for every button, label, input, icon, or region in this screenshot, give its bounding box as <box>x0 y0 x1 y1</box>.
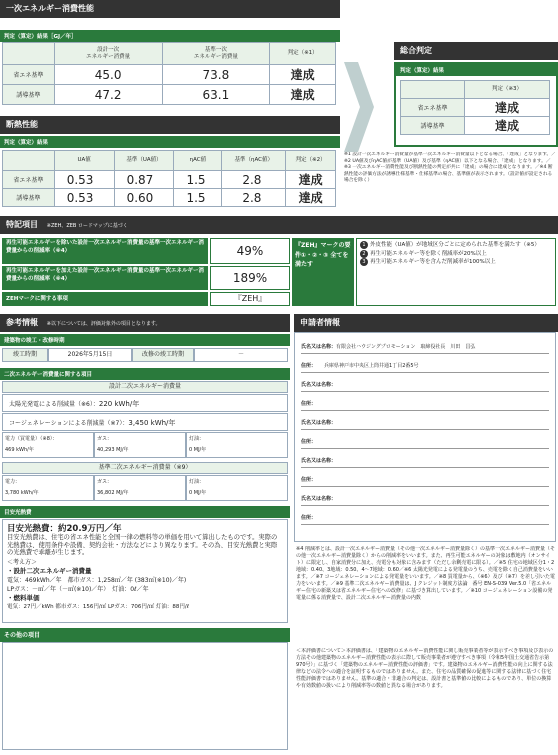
standard-value: 63.1 <box>162 85 270 105</box>
basis-line1: 電気：469kWh／年 都市ガス：1,258㎥／年 (383㎥(※10)／年) <box>7 576 187 584</box>
applicant-name-row <box>301 449 549 468</box>
judge-value: 達成 <box>286 189 336 207</box>
col-ua: UA値 <box>54 151 114 171</box>
completion-header: 建築物の竣工・改修時期 <box>0 334 290 346</box>
completion-value: 2026年5月15日 <box>48 348 132 362</box>
renovation-label: 改修の竣工時期 <box>132 348 194 362</box>
design-gas-label: ガス： <box>97 436 113 442</box>
primary-energy-title: 一次エネルギー消費性能 <box>0 0 340 18</box>
utility-desc: 目安光熱費は、住宅の省エネ性能と全国一律の燃料等の単価を用いて算出したものです。実際の光熱費は、使用条件や設備、契約会社・方法などにより異なります。その為、目安光熱費と実際の光熱費で乖離が生じます。 <box>7 534 278 557</box>
name-label: 氏名又は名称： <box>301 496 337 502</box>
overall-table <box>400 80 550 135</box>
col-eta: ηAC値 <box>174 151 222 171</box>
judge-value: 達成 <box>270 65 336 85</box>
special-row2-value: 189% <box>210 266 290 290</box>
standard-value: 73.8 <box>162 65 270 85</box>
zeh-item-text: 再生可能エネルギー等を含んだ削減率が100%以上 <box>370 259 496 266</box>
name-label: 氏名又は名称： <box>301 458 337 464</box>
primary-energy-table <box>2 42 336 105</box>
design-gas-value: 40,293 MJ/年 <box>97 447 129 453</box>
applicant-address-row <box>301 430 549 449</box>
special-title: 特記項目 <box>6 220 38 229</box>
row-label: 誘導基準 <box>3 189 55 207</box>
design-value: 45.0 <box>54 65 162 85</box>
row-label: 誘導基準 <box>3 85 55 105</box>
standard-electric <box>2 475 94 501</box>
name-label: 氏名又は名称： <box>301 420 337 426</box>
row-label: 誘導基準 <box>401 117 465 135</box>
row-label: 省エネ基準 <box>3 65 55 85</box>
design-value: 47.2 <box>54 85 162 105</box>
solar-value: 220 kWh/年 <box>98 400 140 408</box>
overall-note: ※1 設計一次エネルギー消費量が基準一次エネルギー消費量以下となる場合、「達成」となります。／※2 UA値及びηAC値が基準（UA値）及び基準（ηAC値）以下となる場合、「達成」となります。／※3 一次エネルギー消費性能及び断熱性能の判定が共に「達成」の場合に達成となります。／※4 断熱性能の評価方法が誘導仕様基準・仕様基準の場合、基準値が表示されます。（設計値が設定される場合を除く） <box>344 152 556 184</box>
design-electric <box>2 432 94 458</box>
zeh-head: 『ZEH』マークの要件①・②・③ 全てを満たす <box>292 238 354 306</box>
primary-energy-subheader: 判定（算定）結果［GJ／年］ <box>0 30 340 42</box>
design-gas <box>94 432 186 458</box>
design-electric-label: 電力（買電量）（※8）： <box>5 436 58 442</box>
design-electric-value: 469 kWh/年 <box>5 447 34 453</box>
basis-sub2: ・燃料単価 <box>7 593 40 602</box>
reference-subtitle: ※以下については、評価対象外の項目となります。 <box>46 321 161 327</box>
insulation-subheader: 判定（算定）結果 <box>0 136 340 148</box>
applicant-name-row <box>301 337 549 354</box>
standard-kerosene-label: 灯油： <box>189 479 205 485</box>
standard-kerosene <box>186 475 288 501</box>
applicant-box <box>294 332 556 542</box>
judge-value: 達成 <box>270 85 336 105</box>
overall-subheader: 判定（算定）結果 <box>396 64 556 76</box>
applicant-name-row <box>301 373 549 392</box>
name-label: 氏名又は名称： <box>301 344 337 350</box>
judge-value: 達成 <box>465 99 550 117</box>
special-row3-value: 『ZEH』 <box>210 292 290 306</box>
reference-title: 参考情報 <box>6 318 38 327</box>
special-row1-value: 49% <box>210 238 290 264</box>
standard-secondary-header: 基準二次エネルギー消費量（※9） <box>2 462 288 474</box>
renovation-value: － <box>194 348 288 362</box>
ua-value: 0.53 <box>54 189 114 207</box>
standard-gas <box>94 475 186 501</box>
utility-box <box>2 519 288 623</box>
insulation-table <box>2 150 336 207</box>
applicant-name-row <box>301 411 549 430</box>
design-kerosene-value: 0 MJ/年 <box>189 447 207 453</box>
insulation-title: 断熱性能 <box>0 116 340 134</box>
design-kerosene <box>186 432 288 458</box>
overall-title: 総合判定 <box>394 42 558 60</box>
standard-gas-value: 36,802 MJ/年 <box>97 490 129 496</box>
applicant-address-row <box>301 392 549 411</box>
basis-title: ＜考え方＞ <box>7 558 38 566</box>
zeh-num-1-icon: 1 <box>360 241 368 249</box>
col-ua-std: 基準（UA値） <box>114 151 174 171</box>
others-header: その他の項目 <box>0 628 290 642</box>
note-4: ※4 削減率とは、設計一次エネルギー消費量（その他一次エネルギー消費量除く）の基準一次エネルギー消費量（その他一次エネルギー消費量除く）からの削減率をいいます。また、再生可能エネルギーの対象は敷地内（オンサイト）に限定し、自家消費分に加え、売電分も対象に含みます（ただし余剰売電に限る）。／※5 住宅の地域区分1・2地域：0.40、3地域：0.50、4〜7地域：0.60／※6 太陽光発電による発電量のうち、売電を除く自己消費量をいいます。／※7 コージェネレーションによる発電量をいいます。／※8 買電量から、（※6）及び（※7）を差し引いた電力をいいます。／※9 基準二次エネルギー消費量は、J クレジット制度方法論 番号 EN-S-039 Ver.5.0「省エネルギー住宅の新築又は省エネルギー住宅への改修」に基づき算出しています。／※10 コージェネレーション設備の発電量に係る消費量で、設計二次エネルギー消費量の内数 <box>296 546 555 601</box>
basis-line3: 電気：27円／kWh 都市ガス：156円/㎥ LPガス：706円/㎥ 灯油：88円/ℓ <box>7 603 190 610</box>
ua-std-value: 0.87 <box>114 171 174 189</box>
standard-kerosene-value: 0 MJ/年 <box>189 490 207 496</box>
eta-value: 1.5 <box>174 189 222 207</box>
name-value: 有限会社ハウジングプロモーション 取締役社長 川田 昌弘 <box>336 344 476 350</box>
zeh-item-text: 再生可能エネルギー等を除く削減率が20%以上 <box>370 250 487 257</box>
address-label: 住所： <box>301 401 317 407</box>
judge-value: 達成 <box>286 171 336 189</box>
name-label: 氏名又は名称： <box>301 382 337 388</box>
reference-title-bar <box>0 314 290 332</box>
utility-title: 目安光熱費：約20.9万円／年 <box>7 524 122 534</box>
cogen-value: 3,450 kWh/年 <box>128 419 176 427</box>
col-judge: 判定（※3） <box>465 81 550 99</box>
special-row1-label: 再生可能エネルギーを除いた設計一次エネルギー消費量の基準一次エネルギー消費量からの削減率（※4） <box>2 238 208 264</box>
col-design: 設計一次 エネルギー消費量 <box>54 43 162 65</box>
design-kerosene-label: 灯油： <box>189 436 205 442</box>
eta-std-value: 2.8 <box>222 189 286 207</box>
note-eval: ＜本評価書について＞本評価書は、「建築物のエネルギー消費性能に関し販売事業者等が表示すべき事項及び表示の方法その他建築物のエネルギー消費性能の表示に際して販売事業者が遵守すべき事項（令和5年国土交通省告示第970号）」に基づく「建築物のエネルギー消費性能の評価書」です。建築物のエネルギー消費性能の向上に関する法律などの法令への適合を証明するものではありません。また、住宅の品質確保の促進等に関する法律に基づく住宅性能評価書ではありません。基準の適合・非適合の判定は、設計書と基準値の比較によるものであり、単位の換算や有効数値の扱いにより削減率等の数値と異なる場合があります。 <box>296 648 554 689</box>
design-secondary-header: 設計二次エネルギー消費量 <box>2 381 288 393</box>
special-subtitle: ※ZEH、ZEB ロードマップに基づく <box>46 223 128 229</box>
col-judge: 判定（※1） <box>270 43 336 65</box>
standard-electric-label: 電力： <box>5 479 21 485</box>
arrow-icon <box>344 62 374 152</box>
address-label: 住所： <box>301 477 317 483</box>
basis-sub1: ・設計二次エネルギー消費量 <box>7 566 92 575</box>
zeh-item <box>360 258 552 267</box>
zeh-num-3-icon: 3 <box>360 258 368 266</box>
address-label: 住所： <box>301 515 317 521</box>
solar-row <box>2 394 288 412</box>
col-eta-std: 基準（ηAC値） <box>222 151 286 171</box>
zeh-item <box>360 250 552 259</box>
eta-value: 1.5 <box>174 171 222 189</box>
applicant-address-row <box>301 354 549 373</box>
cogen-row <box>2 413 288 431</box>
basis-line2: LPガス：－㎥／年（－㎥(※10)／年） 灯油：0ℓ／年 <box>7 585 149 593</box>
col-standard: 基準一次 エネルギー消費量 <box>162 43 270 65</box>
standard-electric-value: 3,780 kWh/年 <box>5 490 39 496</box>
zeh-items <box>356 238 556 306</box>
special-row2-label: 再生可能エネルギーを加えた設計一次エネルギー消費量の基準一次エネルギー消費量からの削減率（※4） <box>2 266 208 290</box>
standard-gas-label: ガス： <box>97 479 113 485</box>
cogen-label: コージェネレーションによる削減量（※7）： <box>9 420 129 427</box>
completion-label: 竣工時期 <box>2 348 48 362</box>
solar-label: 太陽光発電による削減量（※6）： <box>9 401 99 408</box>
applicant-name-row <box>301 487 549 506</box>
address-value: 兵庫県神戸市中央区上筒井通1丁目2番5号 <box>324 363 419 369</box>
zeh-num-2-icon: 2 <box>360 250 368 258</box>
row-label: 省エネ基準 <box>401 99 465 117</box>
col-judge: 判定（※2） <box>286 151 336 171</box>
address-label: 住所： <box>301 363 317 369</box>
applicant-address-row <box>301 506 549 525</box>
applicant-address-row <box>301 468 549 487</box>
judge-value: 達成 <box>465 117 550 135</box>
ua-std-value: 0.60 <box>114 189 174 207</box>
eta-std-value: 2.8 <box>222 171 286 189</box>
address-label: 住所： <box>301 439 317 445</box>
row-label: 省エネ基準 <box>3 171 55 189</box>
secondary-header: 二次エネルギー消費量に関する項目 <box>0 368 290 380</box>
zeh-item <box>360 241 552 250</box>
special-title-bar <box>0 216 558 234</box>
zeh-item-text: 外皮性能（UA値）が地域区分ごとに定められた基準を満たす（※5） <box>370 242 540 248</box>
others-box <box>2 642 288 750</box>
ua-value: 0.53 <box>54 171 114 189</box>
utility-header: 目安光熱費 <box>0 506 290 518</box>
applicant-title: 申請者情報 <box>294 314 558 332</box>
special-row3-label: ZEHマークに関する事項 <box>2 292 208 306</box>
